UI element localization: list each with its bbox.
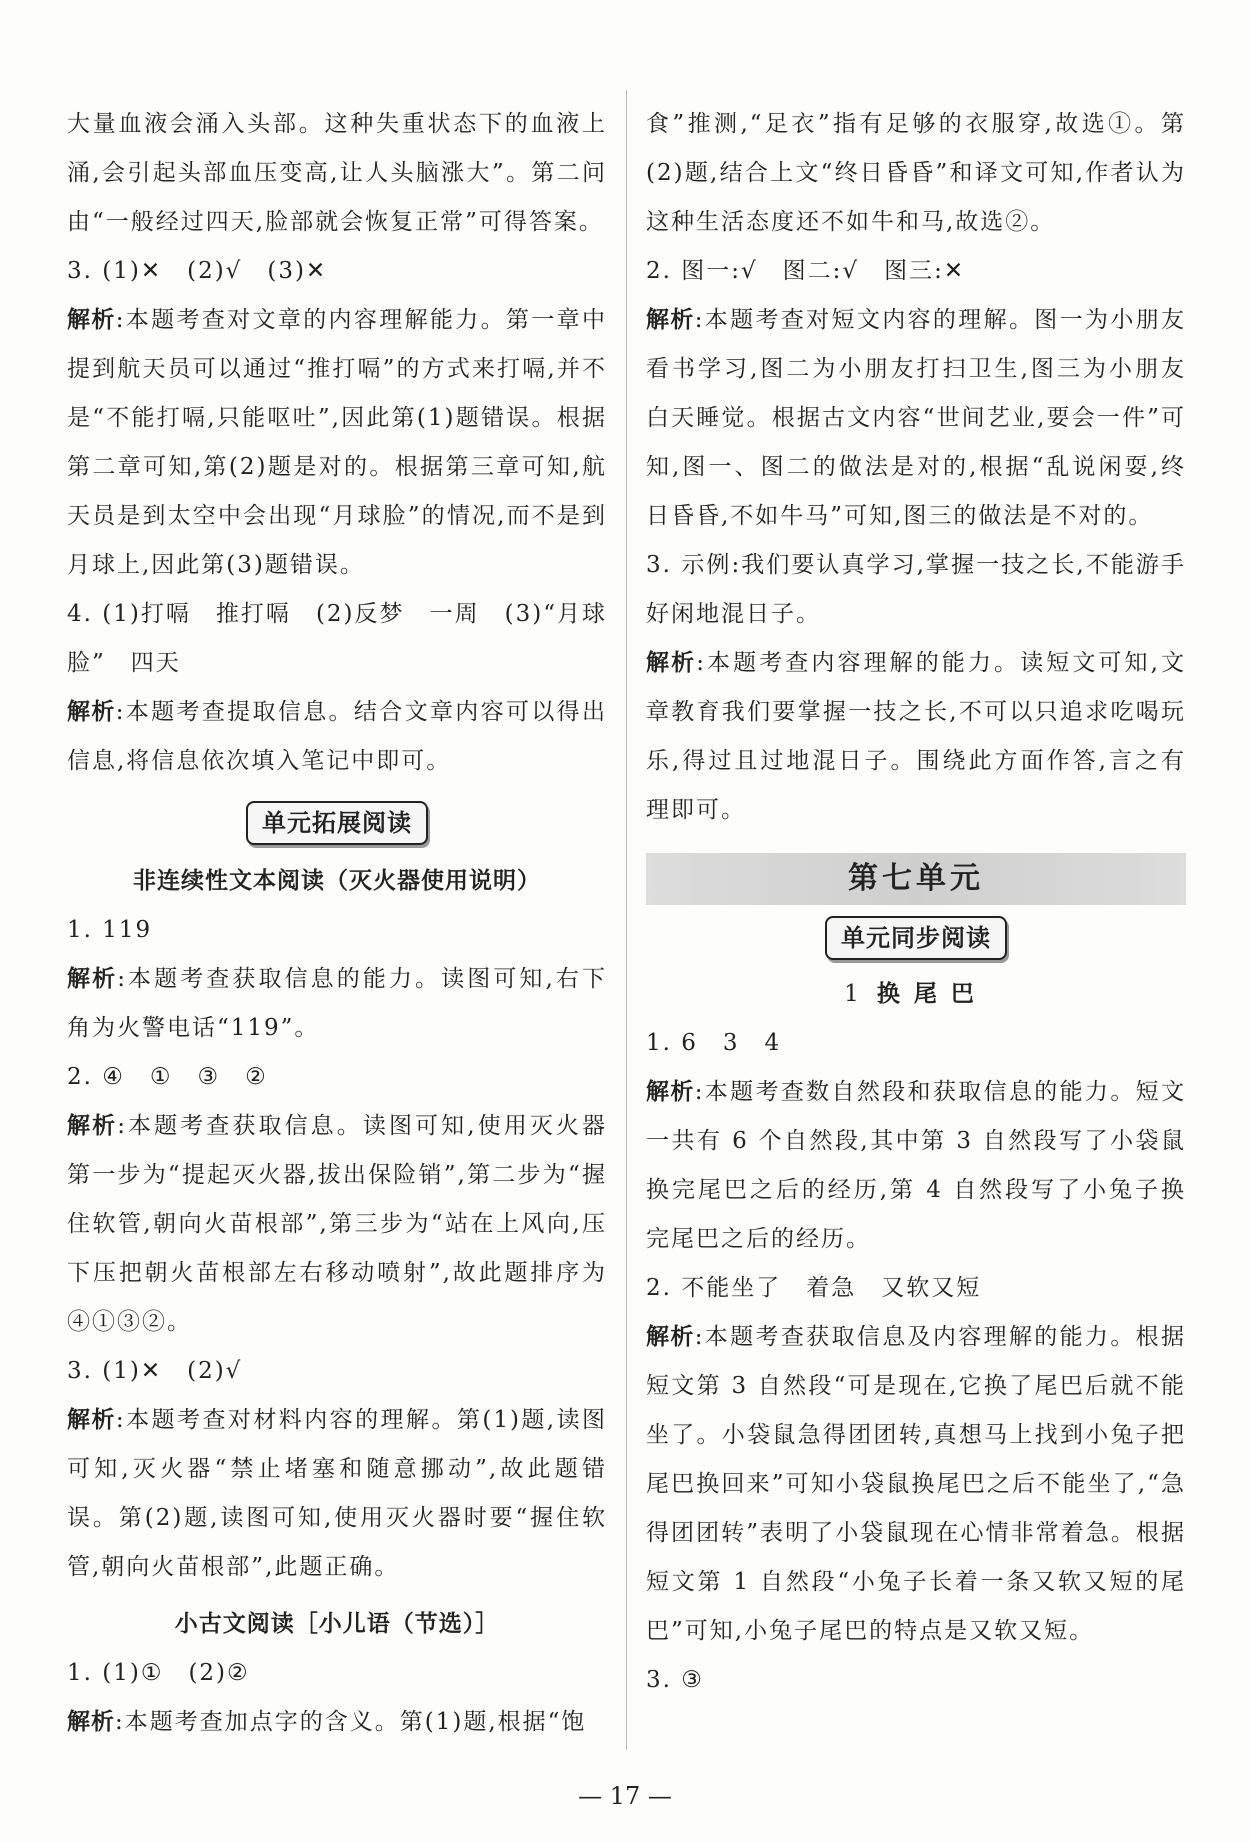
analysis-label: 解析 <box>67 966 118 992</box>
analysis-text: :本题考查提取信息。结合文章内容可以得出信息,将信息依次填入笔记中即可。 <box>67 699 608 774</box>
page-number: — 17 — <box>578 1782 672 1810</box>
analysis-text: :本题考查数自然段和获取信息的能力。短文一共有 6 个自然段,其中第 3 自然段写了小袋鼠换完尾巴之后的经历,第 4 自然段写了小兔子换完尾巴之后的经历。 <box>646 1079 1187 1252</box>
paragraph: 食”推测,“足衣”指有足够的衣服穿,故选①。第(2)题,结合上文“终日昏昏”和译文可知,作者认为这种生活态度还不如牛和马,故选②。 <box>646 111 1186 235</box>
lesson-title <box>646 970 1186 1019</box>
right-column <box>646 100 1186 1705</box>
analysis <box>67 955 607 1053</box>
analysis <box>646 1313 1186 1656</box>
analysis <box>646 296 1186 541</box>
lesson-number: 1 <box>844 981 877 1007</box>
left-column <box>67 100 607 1747</box>
analysis <box>67 296 607 590</box>
analysis <box>67 1102 607 1347</box>
analysis-label: 解析 <box>67 1113 118 1139</box>
analysis-label: 解析 <box>646 650 697 676</box>
analysis <box>646 639 1186 835</box>
analysis-label: 解析 <box>67 1407 116 1433</box>
section-box-wrap <box>646 915 1186 964</box>
analysis-text: :本题考查获取信息及内容理解的能力。根据短文第 3 自然段“可是现在,它换了尾巴后就不能坐了。小袋鼠急得团团转,真想马上找到小兔子把尾巴换回来”可知小袋鼠换尾巴之后不能坐了,“急得团团转”表明了小袋鼠现在心情非常着急。根据短文第 1 自然段“小兔子长着一条又软又短的尾巴”可知,小兔子尾巴的特点是又软又短。 <box>646 1324 1187 1644</box>
analysis <box>646 1068 1186 1264</box>
analysis-label: 解析 <box>67 1709 115 1735</box>
analysis-label: 解析 <box>646 1324 695 1350</box>
analysis <box>67 688 607 786</box>
analysis-label: 解析 <box>646 1079 695 1105</box>
answer-line: 4. (1)打嗝 推打嗝 (2)反梦 一周 (3)“月球脸” 四天 <box>67 601 607 676</box>
sub-section-title: 小古文阅读［小儿语（节选）］ <box>174 1611 500 1637</box>
sub-section-title: 非连续性文本阅读（灭火器使用说明） <box>133 868 541 894</box>
analysis-text: :本题考查内容理解的能力。读短文可知,文章教育我们要掌握一技之长,不可以只追求吃喝玩乐,得过且过地混日子。围绕此方面作答,言之有理即可。 <box>646 650 1187 823</box>
analysis-text: :本题考查对短文内容的理解。图一为小朋友看书学习,图二为小朋友打扫卫生,图三为小朋友白天睡觉。根据古文内容“世间艺业,要会一件”可知,图一、图二的做法是对的,根据“乱说闲耍,终日昏昏,不如牛马”可知,图三的做法是不对的。 <box>646 307 1187 529</box>
answer-line: 1. (1)① (2)② <box>67 1660 250 1686</box>
answer-line: 1. 6 3 4 <box>646 1030 782 1056</box>
analysis-label: 解析 <box>67 307 116 333</box>
answer-line: 1. 119 <box>67 917 153 943</box>
analysis-label: 解析 <box>646 307 695 333</box>
answer-line: 3. ③ <box>646 1667 704 1693</box>
analysis-text: :本题考查获取信息。读图可知,使用灭火器第一步为“提起灭火器,拔出保险销”,第二步为“握住软管,朝向火苗根部”,第三步为“站在上风向,压下压把朝火苗根部左右移动喷射”,故此题排序为④①③②。 <box>67 1113 608 1335</box>
section-box-title: 单元拓展阅读 <box>246 801 428 845</box>
answer-line: 3. (1)✕ (2)√ (3)✕ <box>67 258 328 284</box>
answer-line: 2. 不能坐了 着急 又软又短 <box>646 1275 982 1301</box>
answer-line: 2. ④ ① ③ ② <box>67 1064 268 1090</box>
paragraph: 大量血液会涌入头部。这种失重状态下的血液上涌,会引起头部血压变高,让人头脑涨大”。第二问由“一般经过四天,脸部就会恢复正常”可得答案。 <box>67 111 607 235</box>
section-box-wrap <box>67 800 607 849</box>
analysis-text: :本题考查对文章的内容理解能力。第一章中提到航天员可以通过“推打嗝”的方式来打嗝,并不是“不能打嗝,只能呕吐”,因此第(1)题错误。根据第二章可知,第(2)题是对的。根据第三章可知,航天员是到太空中会出现“月球脸”的情况,而不是到月球上,因此第(3)题错误。 <box>67 307 608 578</box>
analysis-label: 解析 <box>67 699 116 725</box>
analysis-text: :本题考查加点字的含义。第(1)题,根据“饱 <box>115 1709 587 1735</box>
section-box-title: 单元同步阅读 <box>825 916 1007 960</box>
analysis-text: :本题考查获取信息的能力。读图可知,右下角为火警电话“119”。 <box>67 966 608 1041</box>
answer-line: 3. 示例:我们要认真学习,掌握一技之长,不能游手好闲地混日子。 <box>646 552 1186 627</box>
answer-line: 3. (1)✕ (2)√ <box>67 1358 243 1384</box>
lesson-name: 换尾巴 <box>876 981 988 1007</box>
analysis <box>67 1396 607 1592</box>
analysis-text: :本题考查对材料内容的理解。第(1)题,读图可知,灭火器“禁止堵塞和随意挪动”,故此题错误。第(2)题,读图可知,使用灭火器时要“握住软管,朝向火苗根部”,此题正确。 <box>67 1407 608 1580</box>
answer-line: 2. 图一:√ 图二:√ 图三:✕ <box>646 258 966 284</box>
analysis <box>67 1698 607 1747</box>
column-divider <box>626 90 627 1750</box>
unit-title: 第七单元 <box>646 853 1186 905</box>
